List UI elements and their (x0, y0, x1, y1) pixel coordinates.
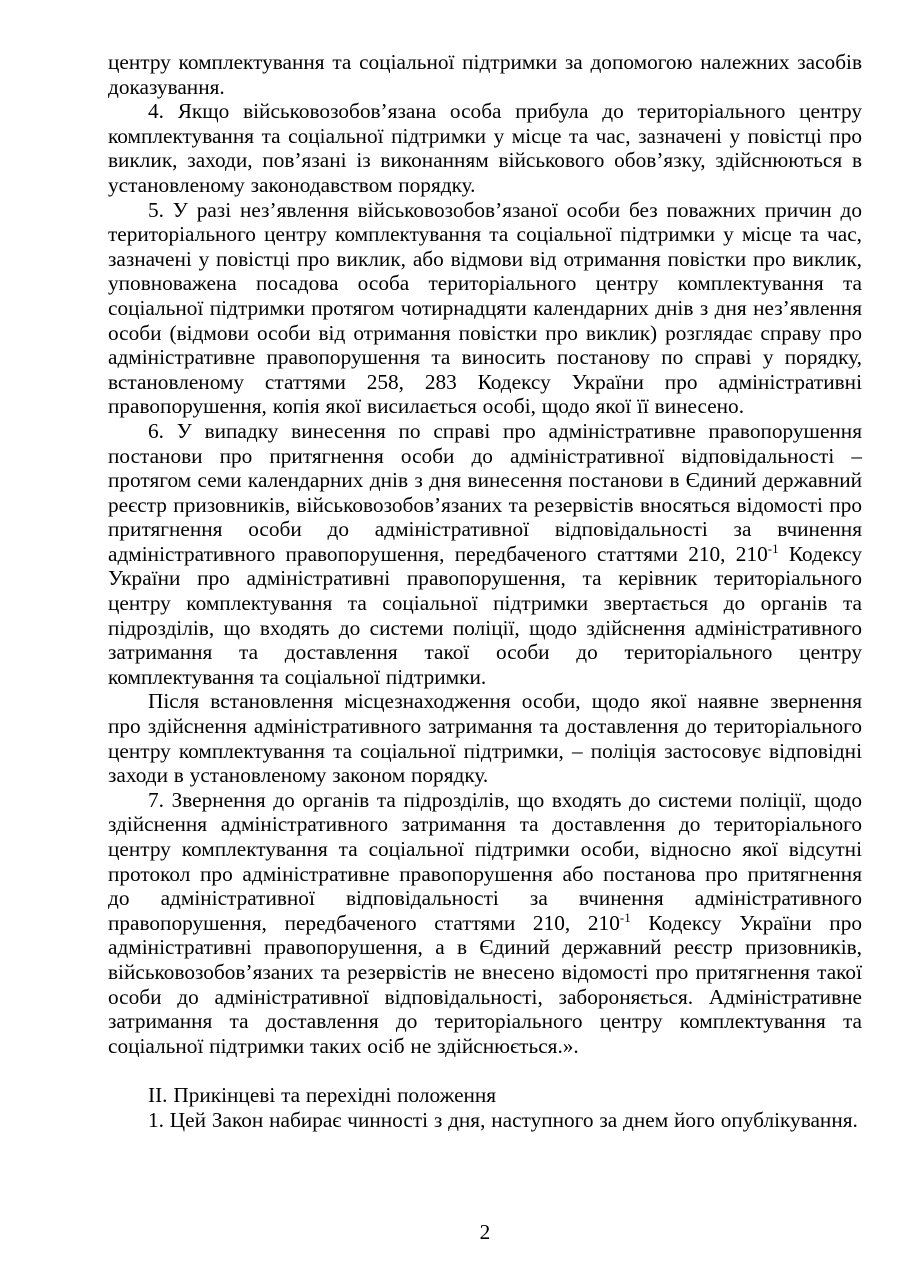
paragraph: 7. Звернення до органів та підрозділів, що входять до системи поліції, щодо здійснення адміністративного затримання та доставлення до територіального центру комплектування та соціальної підтримки особи, відносно якої відсутні протокол про адміністративне правопорушення або постанова про притягнення до адміністративної відповідальності за вчинення адміністративного правопорушення, передбаченого статтями 210, $210^{-1}$ Кодексу України про адміністративні правопорушення, а в Єдиний державний реєстр призовників, військовозобов’язаних та резервістів не внесено відомості про притягнення такої особи до адміністративної відповідальності, забороняється. Адміністративне затримання та доставлення до територіального центру комплектування та соціальної підтримки таких осіб не здійснюється.». (108, 787, 862, 1058)
paragraph: 5. У разі нез’явлення військовозобов’язаної особи без поважних причин до територіального центру комплектування та соціальної підтримки у місце та час, зазначені у повістці про виклик, або відмови від отримання повістки про виклик, уповноважена посадова особа територіального центру комплектування та соціальної підтримки протягом чотирнадцяти календарних днів з дня нез’явлення особи (відмови особи від отримання повістки про виклик) розглядає справу про адміністративне правопорушення та виносить постанову по справі у порядку, встановленому статтями 258, 283 Кодексу України про адміністративні правопорушення, копія якої висилається особі, щодо якої її винесено. (108, 197, 862, 419)
paragraph: 6. У випадку винесення по справі про адміністративне правопорушення постанови про притягнення особи до адміністративної відповідальності – протягом семи календарних днів з дня винесення постанови в Єдиний державний реєстр призовників, військовозобов’язаних та резервістів вносяться відомості про притягнення особи до адміністративної відповідальності за вчинення адміністративного правопорушення, передбаченого статтями 210, $210^{-1}$ Кодексу України про адміністративні правопорушення, та керівник територіального центру комплектування та соціальної підтримки звертається до органів та підрозділів, що входять до системи поліції, щодо здійснення адміністративного затримання та доставлення такої особи до територіального центру комплектування та соціальної підтримки. (108, 418, 862, 689)
page-number: 2 (479, 1220, 491, 1244)
paragraph: Після встановлення місцезнаходження особи, щодо якої наявне звернення про здійснення адміністративного затримання та доставлення до територіального центру комплектування та соціальної підтримки, – поліція застосовує відповідні заходи в установленому законом порядку. (108, 689, 862, 788)
paragraph: 1. Цей Закон набирає чинності з дня, наступного за днем його опублікування. (148, 1107, 858, 1132)
document-body (108, 50, 862, 1132)
section-heading: ІІ. Прикінцеві та перехідні положення (148, 1082, 497, 1107)
superscript-text: -1 (619, 909, 631, 925)
superscript-text: -1 (767, 540, 779, 556)
paragraph: 4. Якщо військовозобов’язана особа прибула до територіального центру комплектування та соціальної підтримки у місце та час, зазначені у повістці про виклик, заходи, пов’язані із виконанням військового обов’язку, здійснюються в установленому законодавством порядку. (108, 99, 862, 197)
paragraph: центру комплектування та соціальної підтримки за допомогою належних засобів доказування. (108, 50, 862, 99)
